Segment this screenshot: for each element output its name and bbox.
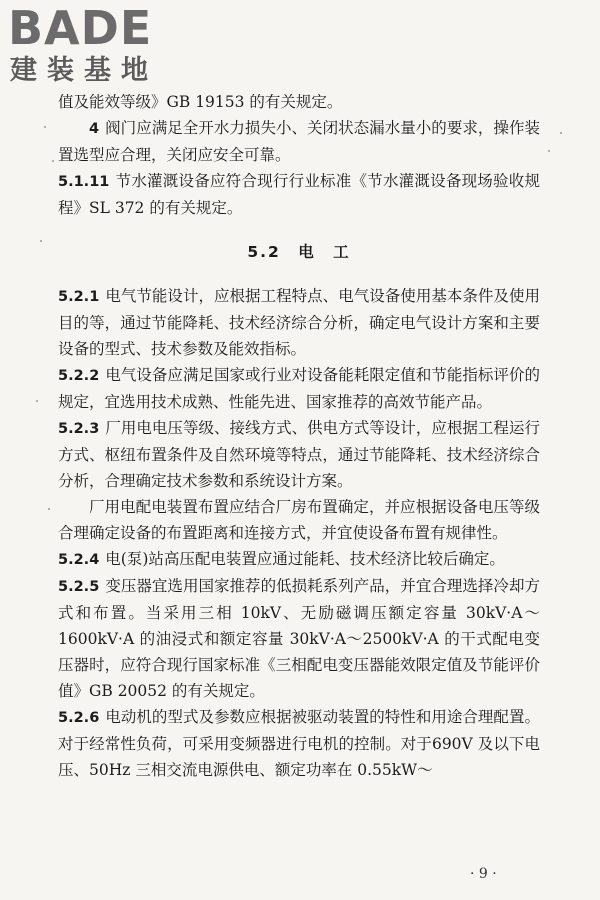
- clause-number: 5.2.3: [58, 421, 100, 437]
- clause-number: 4: [89, 121, 100, 137]
- scan-speck: [560, 132, 562, 134]
- paragraph-text: 变压器宜选用国家推荐的低损耗系列产品，并宜合理选择冷却方式和布置。当采用三相 10kV、无励磁调压额定容量 30kV·A～1600kV·A 的油浸式和额定容量 30kV·A～2500kV·A 的干式配电变压器时，应符合现行国家标准《三相配电变压器能效限定值及节能评价值》GB 20052 的有关规定。: [58, 577, 540, 700]
- logo-main-text: BADE: [8, 1, 153, 55]
- paragraph-5-2-6: [58, 704, 540, 783]
- bade-logo: [8, 2, 188, 94]
- clause-number: 5.2.2: [58, 368, 100, 384]
- paragraph-item-4: [58, 115, 540, 168]
- paragraph-text: 电动机的型式及参数应根据被驱动装置的特性和用途合理配置。对于经常性负荷，可采用变频器进行电机的控制。对于690V 及以下电压、50Hz 三相交流电源供电、额定功率在 0.55kW～: [58, 708, 540, 779]
- section-heading: 5.2 电 工: [247, 243, 351, 261]
- paragraph-5-2-2: [58, 362, 540, 415]
- logo-sub-text: 建装基地: [10, 55, 158, 86]
- paragraph-text: 电气设备应满足国家或行业对设备能耗限定值和节能指标评价的规定，宜选用技术成熟、性能先进、国家推荐的高效节能产品。: [58, 366, 540, 411]
- clause-number: 5.1.11: [58, 174, 110, 190]
- paragraph-continuation: [58, 89, 540, 115]
- paragraph-5-2-1: [58, 283, 540, 362]
- clause-number: 5.2.6: [58, 710, 100, 726]
- paragraph-text: 阀门应满足全开水力损失小、关闭状态漏水量小的要求，操作装置选型应合理，关闭应安全可靠。: [58, 119, 540, 164]
- scan-speck: [44, 126, 46, 128]
- paragraph-5-2-5: [58, 573, 540, 704]
- paragraph-text: 厂用电电压等级、接线方式、供电方式等设计，应根据工程运行方式、枢纽布置条件及自然环境等特点，通过节能降耗、技术经济综合分析，合理确定技术参数和系统设计方案。: [58, 419, 540, 490]
- paragraph-text: 值及能效等级》GB 19153 的有关规定。: [58, 93, 343, 111]
- paragraph-5-2-3: [58, 415, 540, 494]
- scan-speck: [52, 160, 54, 162]
- clause-number: 5.2.1: [58, 289, 100, 305]
- page-number: · 9 ·: [470, 866, 497, 882]
- paragraph-5-1-11: [58, 168, 540, 221]
- paragraph-5-2-3-continued: [58, 494, 540, 546]
- clause-number: 5.2.4: [58, 552, 100, 568]
- scan-speck: [48, 508, 50, 510]
- paragraph-text: 厂用电配电装置布置应结合厂房布置确定，并应根据设备电压等级合理确定设备的布置距离和连接方式，并宜使设备布置有规律性。: [58, 498, 540, 542]
- paragraph-text: 电(泵)站高压配电装置应通过能耗、技术经济比较后确定。: [105, 550, 505, 568]
- paragraph-text: 电气节能设计，应根据工程特点、电气设备使用基本条件及使用目的等，通过节能降耗、技术经济综合分析，确定电气设计方案和主要设备的型式、技术参数及能效指标。: [58, 287, 540, 358]
- clause-number: 5.2.5: [58, 579, 100, 595]
- paragraph-text: 节水灌溉设备应符合现行行业标准《节水灌溉设备现场验收规程》SL 372 的有关规定。: [58, 172, 540, 217]
- document-body: [58, 89, 540, 783]
- paragraph-5-2-4: [58, 546, 540, 573]
- scan-speck: [36, 400, 38, 402]
- scan-speck: [40, 240, 42, 242]
- scan-speck: [548, 150, 550, 152]
